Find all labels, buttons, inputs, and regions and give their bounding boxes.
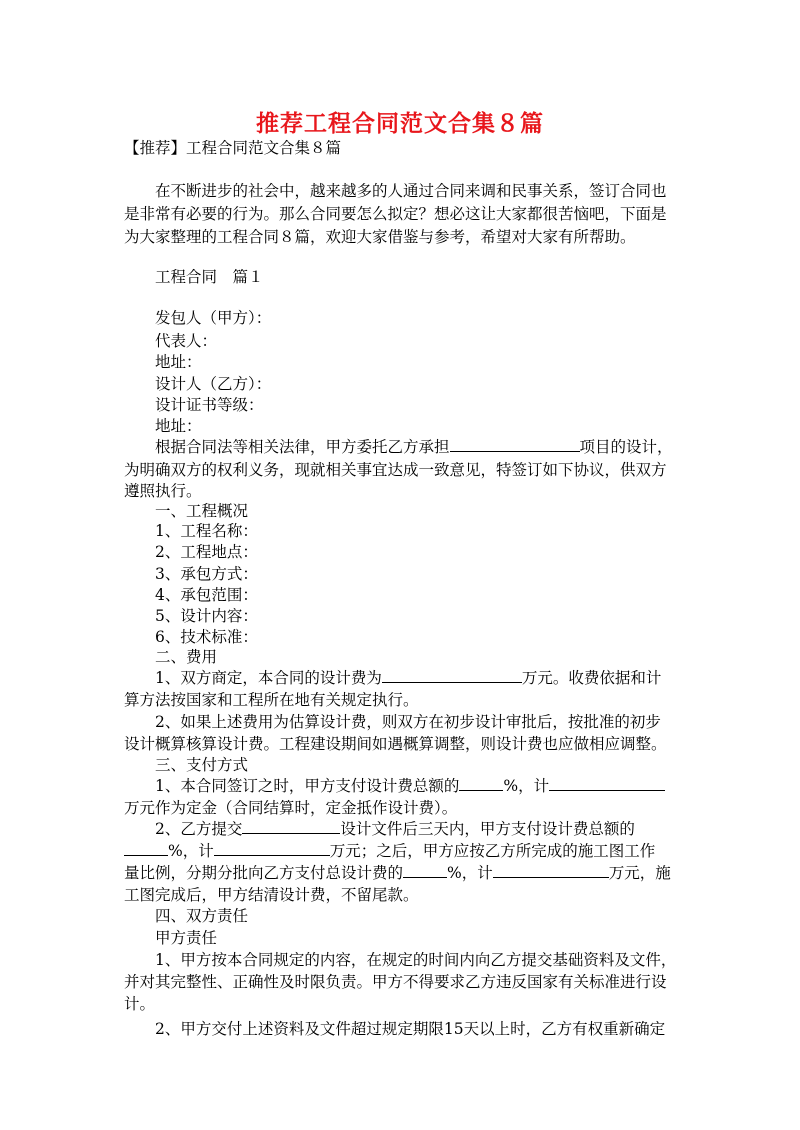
s3-p2-text-b: 设计文件后三天内，甲方支付设计费总额的 xyxy=(340,820,635,838)
party-client-address: 地址： xyxy=(155,353,202,371)
s1-item-3: 3、承包方式： xyxy=(155,565,258,583)
stage-percent-blank[interactable] xyxy=(124,841,168,856)
s3-p2-text-d: 万元；之后，甲方应按乙方所完成的施工图工作 xyxy=(329,842,656,860)
document-subtitle: 【推荐】工程合同范文合集８篇 xyxy=(124,139,342,157)
total-amount-blank[interactable] xyxy=(493,863,609,878)
s3-p2-text-c: %，计 xyxy=(168,842,214,860)
party-certificate-level: 设计证书等级： xyxy=(155,396,264,414)
intro-line-3: 为大家整理的工程合同８篇，欢迎大家借鉴与参考，希望对大家有所帮助。 xyxy=(124,228,636,246)
s4-subheading: 甲方责任 xyxy=(155,929,218,947)
s4-p1-line-3: 计。 xyxy=(124,995,156,1013)
s3-p2-line-4: 工图完成后，甲方结清设计费，不留尾款。 xyxy=(124,886,419,904)
s2-p1-text-b: 万元。收费依据和计 xyxy=(521,669,662,687)
s3-p2-line-1 xyxy=(155,818,635,840)
s2-p2-line-1: 2、如果上述费用为估算设计费，则双方在初步设计审批后，按批准的初步 xyxy=(155,713,661,731)
preamble-line-1 xyxy=(155,436,673,458)
s3-p1-text-a: 1、本合同签订之时，甲方支付设计费总额的 xyxy=(155,777,460,795)
preamble-text-b: 项目的设计， xyxy=(579,438,673,456)
preamble-text-a: 根据合同法等相关法律，甲方委托乙方承担 xyxy=(155,438,450,456)
s1-item-1: 1、工程名称： xyxy=(155,522,258,540)
s3-p2-line-2 xyxy=(124,840,655,862)
s2-p2-line-2: 设计概算核算设计费。工程建设期间如遇概算调整，则设计费也应做相应调整。 xyxy=(124,735,667,753)
s1-item-4: 4、承包范围： xyxy=(155,586,258,604)
s3-p2-text-f: %，计 xyxy=(447,864,493,882)
s2-p1-line-1 xyxy=(155,667,661,689)
s3-p2-line-3 xyxy=(124,862,671,884)
design-fee-blank[interactable] xyxy=(382,668,522,683)
s4-p1-line-2: 并对其完整性、正确性及时限负责。甲方不得要求乙方违反国家有关标准进行设 xyxy=(124,973,667,991)
design-stage-blank[interactable] xyxy=(242,819,340,834)
s2-p1-text-a: 1、双方商定，本合同的设计费为 xyxy=(155,669,382,687)
s1-item-2: 2、工程地点： xyxy=(155,543,258,561)
s4-p1-line-1: 1、甲方按本合同规定的内容，在规定的时间内向乙方提交基础资料及文件， xyxy=(155,951,677,969)
intro-line-2: 是非常有必要的行为。那么合同要怎么拟定？想必这让大家都很苦恼吧，下面是 xyxy=(124,205,667,223)
document-title: 推荐工程合同范文合集８篇 xyxy=(256,110,544,137)
party-designer: 设计人（乙方）： xyxy=(155,375,272,393)
s3-p2-text-a: 2、乙方提交 xyxy=(155,820,243,838)
s3-p1-line-2: 万元作为定金（合同结算时，定金抵作设计费）。 xyxy=(124,799,458,817)
deposit-percent-blank[interactable] xyxy=(459,776,503,791)
intro-line-1: 在不断进步的社会中，越来越多的人通过合同来调和民事关系，签订合同也 xyxy=(155,182,667,200)
project-name-blank[interactable] xyxy=(450,437,580,452)
party-representative: 代表人： xyxy=(155,332,218,350)
party-designer-address: 地址： xyxy=(155,417,202,435)
s2-p1-line-2: 算方法按国家和工程所在地有关规定执行。 xyxy=(124,691,419,709)
s4-p2-line-1: 2、甲方交付上述资料及文件超过规定期限15天以上时，乙方有权重新确定 xyxy=(155,1020,666,1038)
stage-amount-blank[interactable] xyxy=(214,841,330,856)
preamble-line-3: 遵照执行。 xyxy=(124,482,202,500)
s3-p1-line-1 xyxy=(155,775,665,797)
section-1-heading: 一、工程概况 xyxy=(155,502,249,520)
s3-p1-text-b: %，计 xyxy=(503,777,550,795)
section-2-heading: 二、费用 xyxy=(155,648,218,666)
section-4-heading: 四、双方责任 xyxy=(155,907,249,925)
s3-p2-text-g: 万元，施 xyxy=(608,864,671,882)
section-3-heading: 三、支付方式 xyxy=(155,756,249,774)
s1-item-6: 6、技术标准： xyxy=(155,628,258,646)
s3-p2-text-e: 量比例，分期分批向乙方支付总设计费的 xyxy=(124,864,404,882)
preamble-line-2: 为明确双方的权利义务，现就相关事宜达成一致意见，特签订如下协议，供双方 xyxy=(124,461,667,479)
section-heading: 工程合同 篇１ xyxy=(155,268,264,286)
party-client: 发包人（甲方）： xyxy=(155,309,272,327)
total-percent-blank[interactable] xyxy=(403,863,447,878)
deposit-amount-blank[interactable] xyxy=(549,776,665,791)
s1-item-5: 5、设计内容： xyxy=(155,607,258,625)
